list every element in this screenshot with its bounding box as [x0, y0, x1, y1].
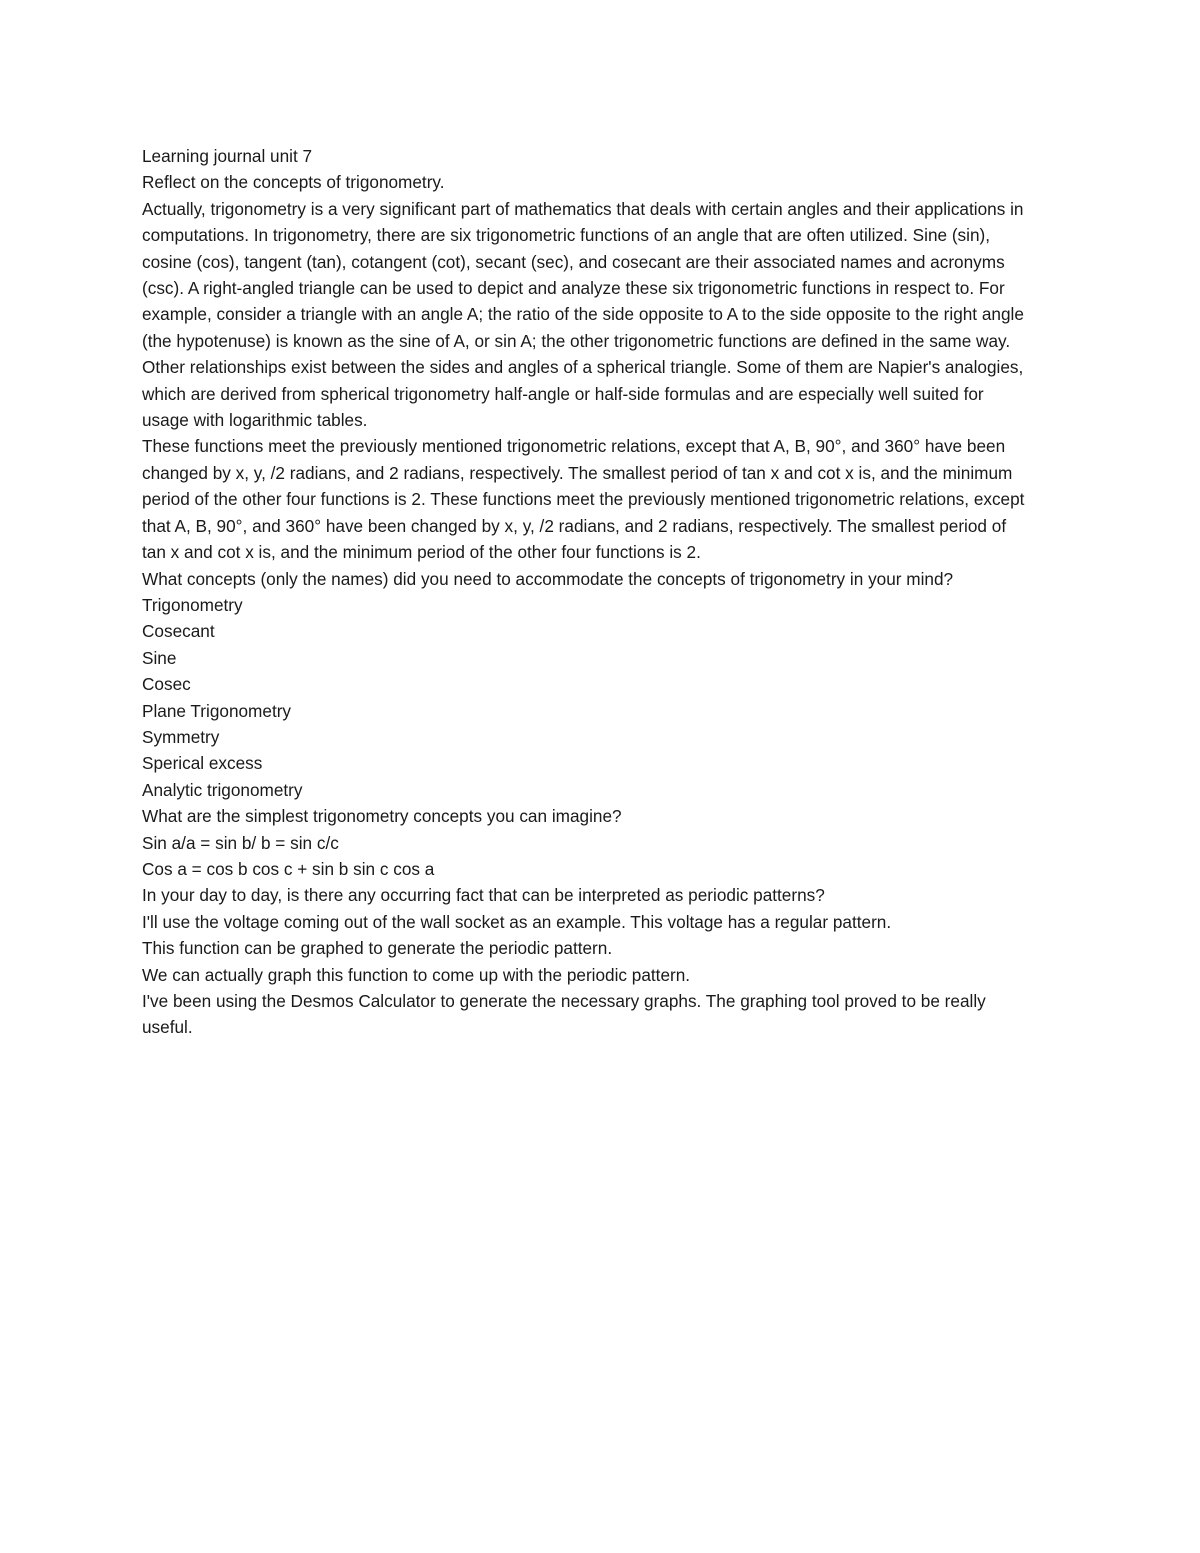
paragraph-trig-functions: Actually, trigonometry is a very significant part of mathematics that deals with certain angles and their applications in computations. In trigonometry, there are six trigonometric functions of an angle that are often utilized. Sine (sin), cosine (cos), tangent (tan), cotangent (cot), secant (sec), and cosecant are their associated names and acronyms (csc). A right-angled triangle can be used to depict and analyze these six trigonometric functions in respect to. For example, consider a triangle with an angle A; the ratio of the side opposite to A to the side opposite to the right angle (the hypotenuse) is known as the sine of A, or sin A; the other trigonometric functions are defined in the same way. — [142, 198, 1024, 351]
simplest-concepts-question: What are the simplest trigonometry concepts you can imagine? — [142, 806, 622, 827]
reflection-prompt: Reflect on the concepts of trigonometry. — [142, 172, 445, 193]
cosine-rule-formula: Cos a = cos b cos c + sin b sin c cos a — [142, 858, 435, 879]
paragraph-voltage-example: I'll use the voltage coming out of the wall socket as an example. This voltage has a regular pattern. — [142, 911, 892, 932]
concepts-question: What concepts (only the names) did you need to accommodate the concepts of trigonometry in your mind? — [142, 568, 954, 589]
document-title: Learning journal unit 7 — [142, 146, 313, 166]
concept-item: Trigonometry — [142, 594, 243, 615]
concept-item: Plane Trigonometry — [142, 700, 292, 721]
concept-item: Symmetry — [142, 726, 220, 747]
concept-item: Sine — [142, 647, 177, 668]
document-body — [142, 143, 1032, 1041]
concept-item: Cosecant — [142, 621, 215, 642]
paragraph-graph-function: This function can be graphed to generate the periodic pattern. — [142, 938, 613, 959]
paragraph-spherical-triangle: Other relationships exist between the sides and angles of a spherical triangle. Some of them are Napier's analogies, which are derived from spherical trigonometry half-angle or half-side formulas and are especially well suited for usage with logarithmic tables. — [142, 357, 1024, 431]
paragraph-trig-relations: These functions meet the previously mentioned trigonometric relations, except that A, B, 90°, and 360° have been changed by x, y, /2 radians, and 2 radians, respectively. The smallest period of tan x and cot x is, and the minimum period of the other four functions is 2. These functions meet the previously mentioned trigonometric relations, except that A, B, 90°, and 360° have been changed by x, y, /2 radians, and 2 radians, respectively. The smallest period of tan x and cot x is, and the minimum period of the other four functions is 2. — [142, 436, 1025, 563]
paragraph-graph-periodic: We can actually graph this function to come up with the periodic pattern. — [142, 964, 691, 985]
concept-item: Analytic trigonometry — [142, 779, 303, 800]
paragraph-desmos: I've been using the Desmos Calculator to generate the necessary graphs. The graphing tool proved to be really useful. — [142, 991, 986, 1038]
concept-item: Sperical excess — [142, 753, 263, 774]
periodic-patterns-question: In your day to day, is there any occurring fact that can be interpreted as periodic patterns? — [142, 885, 825, 906]
sine-rule-formula: Sin a/a = sin b/ b = sin c/c — [142, 832, 339, 853]
concept-item: Cosec — [142, 674, 191, 695]
